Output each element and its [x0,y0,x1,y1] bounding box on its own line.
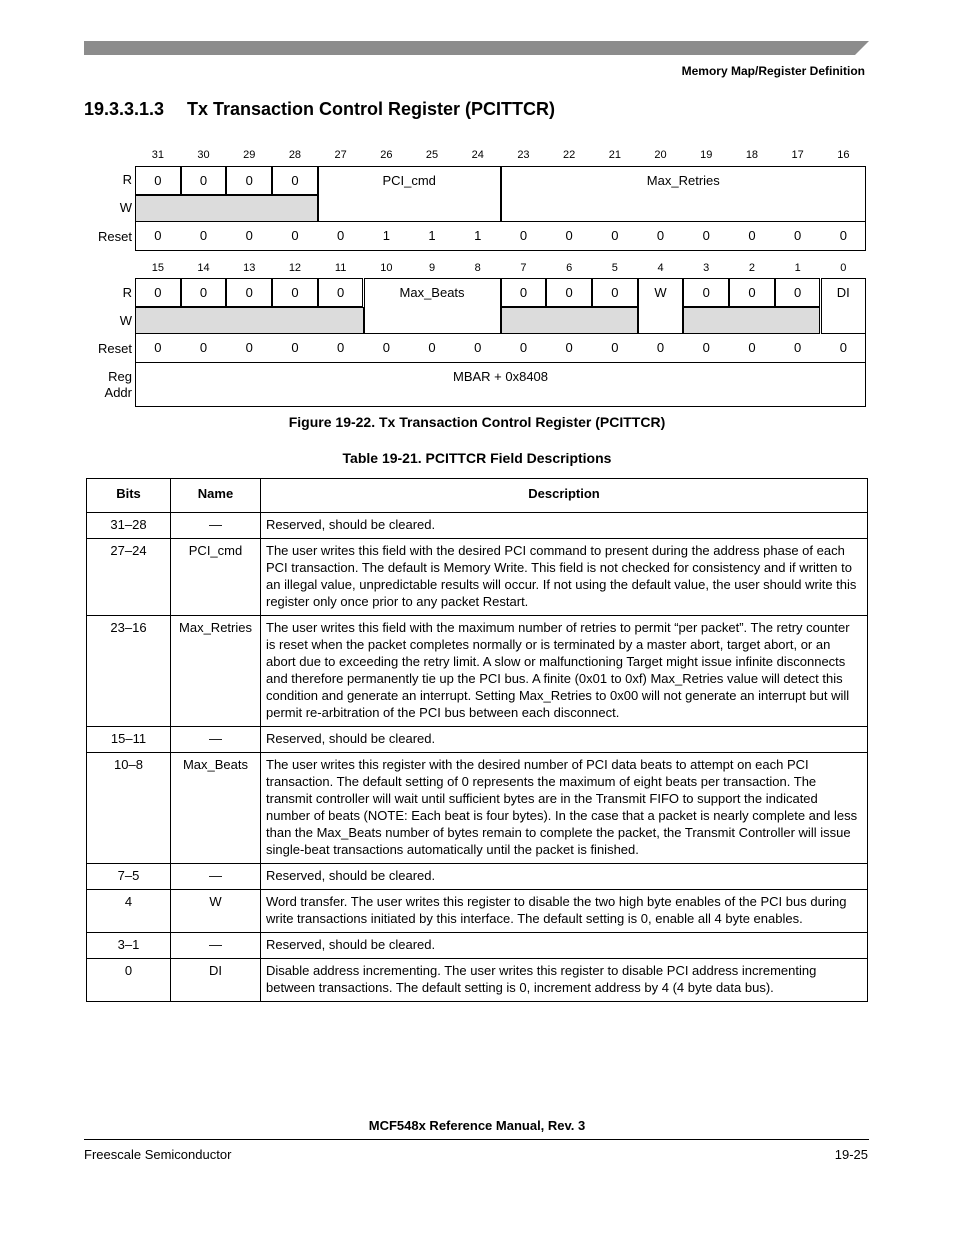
header-name: Name [171,479,261,513]
bit-number: 12 [288,262,302,274]
cell-bits: 23–16 [87,616,171,727]
bit-number: 10 [380,262,393,274]
field-max-beats: Max_Beats [364,278,501,334]
bit-number: 26 [380,149,393,161]
field-descriptions-table [86,478,868,1002]
figure-caption: Figure 19-22. Tx Transaction Control Register (PCITTCR) [288,414,666,430]
table-row [87,753,868,864]
cell-description: Reserved, should be cleared. [261,933,868,959]
table-row [87,933,868,959]
cell-description: Reserved, should be cleared. [261,727,868,753]
row-label-reset: Reset [98,229,132,244]
header-bits: Bits [87,479,171,513]
reset-bit: 0 [291,228,299,243]
company-name: Freescale Semiconductor [84,1147,232,1162]
cell-description: The user writes this register with the desired number of PCI data beats to attempt on each PCI transaction. The default setting of 0 represents the maximum of eight beats per transaction. The transmit controller will wait until sufficient bytes are in the Transmit FIFO to support the indicated number of beats (NOTE: Each beat is four bytes). In the case that a packet is nearly complete and less than the Max_Beats number of bytes remain to complete the packet, the Transmit Controller will issue single-beat transactions automatically until the packet is finished. [261,753,868,864]
bit-number: 21 [608,149,621,161]
write-reserved [135,307,364,334]
read-bit: 0 [775,278,821,307]
bit-number: 24 [471,149,484,161]
read-bit: 0 [318,278,364,307]
bit-number: 5 [611,262,618,274]
reset-bit: 0 [154,340,162,355]
bit-number: 19 [700,149,713,161]
bit-numbers-upper [135,149,866,163]
bit-number: 0 [840,262,847,274]
reset-bit: 0 [748,340,756,355]
write-reserved [135,195,318,222]
section-heading [84,99,555,120]
bit-number: 4 [657,262,664,274]
cell-bits: 27–24 [87,539,171,616]
reset-bit: 0 [611,228,619,243]
reset-bit: 0 [337,228,345,243]
bit-number: 27 [334,149,347,161]
reset-bit: 0 [245,228,253,243]
field-pci-cmd: PCI_cmd [318,166,501,222]
cell-name: W [171,890,261,933]
bit-numbers-lower [135,262,866,276]
bit-number: 7 [520,262,527,274]
read-bit: 0 [683,278,729,307]
register-upper [90,149,866,253]
table-row [87,727,868,753]
reset-bit: 1 [474,228,482,243]
bit-number: 9 [428,262,436,274]
cell-bits: 4 [87,890,171,933]
table-row [87,513,868,539]
cell-description: The user writes this field with the desired PCI command to present during the address phase of each PCI transaction. The default is Memory Write. This field is not checked for consistency and if written to an illegal value, unpredictable results will occur. If not using the default value, the user should write this register only once prior to any packet Restart. [261,539,868,616]
row-label-w: W [119,313,132,328]
write-reserved [683,307,820,334]
write-reserved [501,307,638,334]
reset-bit: 0 [839,340,847,355]
row-label-reset: Reset [98,341,132,356]
bit-number: 22 [563,149,576,161]
header-bar [84,41,869,55]
reset-bit: 0 [199,340,208,355]
row-label-r: R [122,172,132,187]
cell-description: Disable address incrementing. The user writes this register to disable PCI address incrementing between transactions. The default setting is 0, increment address by 4 (4 byte data bus). [261,959,868,1002]
cell-name: — [171,864,261,890]
cell-name: — [171,727,261,753]
row-label-reg: Reg [108,369,132,384]
bit-number: 3 [703,262,710,274]
header-description: Description [261,479,868,513]
table-row [87,864,868,890]
read-bit: 0 [181,166,227,195]
reset-bit: 0 [748,228,756,243]
cell-name: Max_Retries [171,616,261,727]
read-bit: 0 [729,278,775,307]
cell-bits: 31–28 [87,513,171,539]
reset-bit: 1 [428,228,436,243]
page-number: 19-25 [834,1147,868,1162]
table-row [87,890,868,933]
manual-title: MCF548x Reference Manual, Rev. 3 [368,1118,586,1133]
bit-number: 29 [243,149,256,161]
cell-bits: 10–8 [87,753,171,864]
bit-number: 14 [197,262,210,274]
reset-bit: 0 [519,228,528,243]
bit-number: 30 [197,149,210,161]
section-name: Memory Map/Register Definition [681,64,865,78]
reset-bit: 0 [565,340,573,355]
read-bit: 0 [272,166,318,195]
reset-bit: 0 [794,228,802,243]
table-row [87,616,868,727]
cell-name: — [171,513,261,539]
heading-number: 19.3.3.1.3 [84,99,165,119]
field-di: DI [821,278,867,334]
reset-bit: 0 [519,340,528,355]
reset-bit: 0 [656,228,665,243]
reset-bit: 0 [839,228,847,243]
bit-number: 11 [334,262,347,274]
bit-number: 13 [243,262,256,274]
bit-number: 23 [517,149,530,161]
read-bit: 0 [135,278,181,307]
cell-description: The user writes this field with the maximum number of retries to permit “per packet”. The retry counter is reset when the packet completes normally or is terminated by a master abort, target abort, or an abort due to exceeding the retry limit. A slow or malfunctioning Target might issue infinite disconnects and therefore permanently tie up the PCI bus. A finite (0x01 to 0xf) Max_Retries value will detect this condition and generate an interrupt. Setting Max_Retries to 0x00 will not generate an interrupt but will permit re-arbitration of the PCI bus between each disconnect. [261,616,868,727]
cell-name: Max_Beats [171,753,261,864]
read-bit: 0 [181,278,227,307]
bit-number: 16 [837,149,850,161]
cell-description: Reserved, should be cleared. [261,513,868,539]
register-lower [90,262,866,408]
row-label-r: R [122,285,132,300]
read-bit: 0 [501,278,547,307]
reset-bit: 0 [656,340,665,355]
cell-bits: 3–1 [87,933,171,959]
field-max-retries: Max_Retries [501,166,866,222]
bit-number: 20 [654,149,667,161]
reset-bit: 0 [428,340,436,355]
reset-bit: 0 [702,340,710,355]
bit-number: 25 [425,149,439,161]
cell-name: DI [171,959,261,1002]
table-header-row [87,479,868,513]
reset-bit: 0 [565,228,573,243]
table-row [87,539,868,616]
read-bit: 0 [226,278,272,307]
read-bit: 0 [592,278,638,307]
bit-number: 2 [748,262,755,274]
footer-divider [84,1139,869,1140]
read-bit: 0 [226,166,272,195]
read-bit: 0 [135,166,181,195]
cell-bits: 0 [87,959,171,1002]
bit-number: 28 [288,149,302,161]
cell-bits: 15–11 [87,727,171,753]
register-address: MBAR + 0x8408 [135,362,866,407]
reset-bit: 0 [245,340,253,355]
cell-name: — [171,933,261,959]
cell-description: Word transfer. The user writes this register to disable the two high byte enables of the PCI bus during write transactions initiated by this interface. The default setting is 0, enable all 4 byte enables. [261,890,868,933]
cell-description: Reserved, should be cleared. [261,864,868,890]
cell-bits: 7–5 [87,864,171,890]
bit-number: 6 [566,262,573,274]
table-caption: Table 19-21. PCITTCR Field Descriptions [342,450,612,466]
table-row [87,959,868,1002]
bit-number: 18 [745,149,759,161]
reset-bit: 0 [702,228,710,243]
heading-title: Tx Transaction Control Register (PCITTCR) [187,99,556,119]
bit-number: 15 [151,262,164,274]
bit-number: 1 [794,262,801,274]
field-w: W [638,278,684,334]
bit-number: 8 [474,262,481,274]
row-label-addr: Addr [104,385,132,400]
reset-bit: 0 [794,340,802,355]
reset-bit: 0 [611,340,619,355]
reset-bit: 0 [199,228,208,243]
cell-name: PCI_cmd [171,539,261,616]
row-label-w: W [119,200,132,215]
bit-number: 31 [151,149,164,161]
reset-bit: 0 [154,228,162,243]
read-bit: 0 [272,278,318,307]
reset-bit: 0 [291,340,299,355]
reset-bit: 0 [337,340,345,355]
bit-number: 17 [791,149,804,161]
reset-bit: 0 [474,340,482,355]
reset-bit: 0 [382,340,390,355]
read-bit: 0 [546,278,592,307]
reset-bit: 1 [382,228,390,243]
